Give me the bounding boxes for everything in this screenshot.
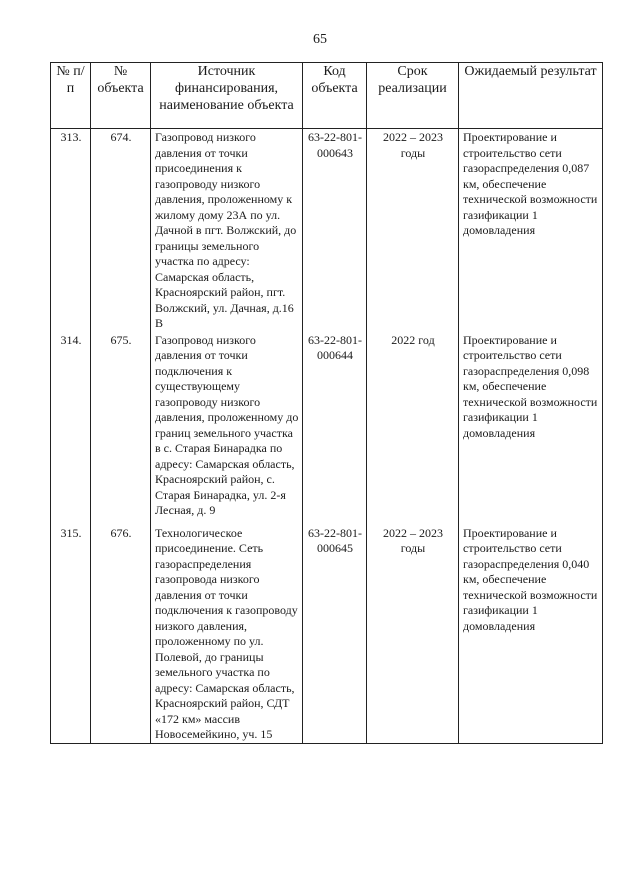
object-number: 676.	[91, 525, 151, 744]
object-description: Технологическое присоединение. Сеть газораспределения газопровода низкого давления от точки подключения к газопроводу низкого давления, проложенному по ул. Полевой, до границы земельного участка по адресу: Самарская область, Красноярский район, СДТ «172 км» массив Новосемейкино, уч. 15	[151, 525, 303, 744]
object-number: 674.	[91, 129, 151, 332]
header-term: Срок реализации	[367, 63, 459, 129]
row-number: 313.	[51, 129, 91, 332]
header-source: Источник финансирования, наименование объекта	[151, 63, 303, 129]
header-row-number: № п/п	[51, 63, 91, 129]
table-header-row	[51, 63, 603, 129]
implementation-term: 2022 – 2023 годы	[367, 525, 459, 744]
row-number: 314.	[51, 332, 91, 525]
row-number: 315.	[51, 525, 91, 744]
object-description: Газопровод низкого давления от точки присоединения к газопроводу низкого давления, проложенному к жилому дому 23А по ул. Дачной в пгт. Волжский, до границы земельного участка по адресу: Самарская область, Красноярский район, пгт. Волжский, ул. Дачная, д.16 В	[151, 129, 303, 332]
object-number: 675.	[91, 332, 151, 525]
expected-result: Проектирование и строительство сети газораспределения 0,087 км, обеспечение технической возможности газификации 1 домовладения	[459, 129, 603, 332]
object-description: Газопровод низкого давления от точки подключения к существующему газопроводу низкого давления, проложенному до границ земельного участка в с. Старая Бинарадка по адресу: Самарская область, Красноярский район, с. Старая Бинарадка, ул. 2-я Лесная, д. 9	[151, 332, 303, 525]
table-row	[51, 129, 603, 332]
expected-result: Проектирование и строительство сети газораспределения 0,098 км, обеспечение технической возможности газификации 1 домовладения	[459, 332, 603, 525]
header-code: Код объекта	[303, 63, 367, 129]
page-number: 65	[313, 32, 327, 47]
implementation-term: 2022 – 2023 годы	[367, 129, 459, 332]
object-code: 63-22-801-000643	[303, 129, 367, 332]
header-object-number: № объекта	[91, 63, 151, 129]
table-row	[51, 525, 603, 744]
object-code: 63-22-801-000645	[303, 525, 367, 744]
expected-result: Проектирование и строительство сети газораспределения 0,040 км, обеспечение технической возможности газификации 1 домовладения	[459, 525, 603, 744]
header-result: Ожидаемый результат	[459, 63, 603, 129]
investment-table	[50, 62, 603, 744]
implementation-term: 2022 год	[367, 332, 459, 525]
object-code: 63-22-801-000644	[303, 332, 367, 525]
table-row	[51, 332, 603, 525]
